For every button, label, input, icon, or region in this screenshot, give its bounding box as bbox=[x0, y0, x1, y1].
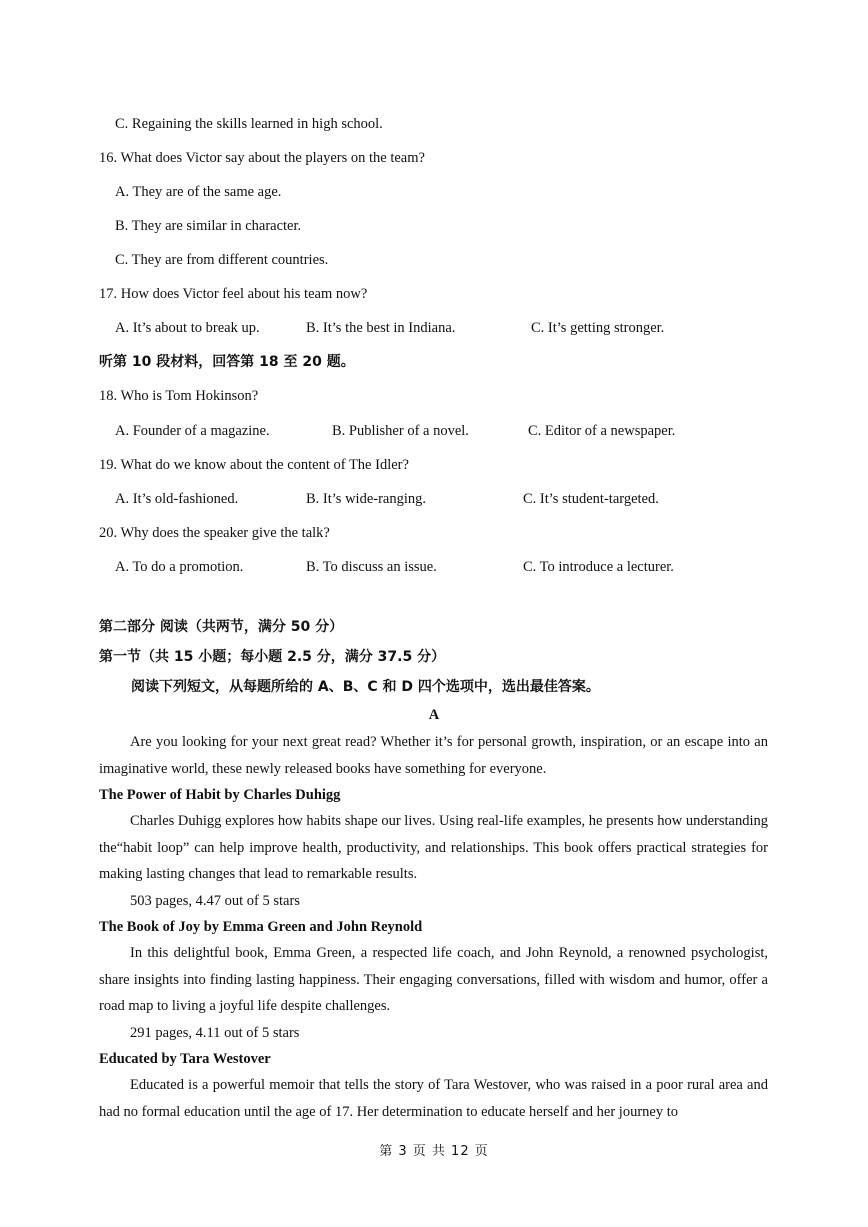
book-title-1: The Power of Habit by Charles Duhigg bbox=[99, 787, 341, 803]
passage-label: A bbox=[428, 707, 440, 723]
q16-option-b: B. They are similar in character. bbox=[115, 218, 302, 234]
book-title-3: Educated by Tara Westover bbox=[99, 1051, 271, 1067]
section10-header: 听第 10 段材料，回答第 18 至 20 题。 bbox=[99, 354, 355, 370]
q17-option-b: B. It’s the best in Indiana. bbox=[306, 320, 456, 336]
q16-option-a: A. They are of the same age. bbox=[115, 184, 282, 200]
book-title-2: The Book of Joy by Emma Green and John Reynold bbox=[99, 919, 423, 935]
q20-question: 20. Why does the speaker give the talk? bbox=[99, 525, 330, 541]
book-description-3: Educated is a powerful memoir that tells the story of Tara Westover, who was raised in a poor rural area and had no formal education until the age of 17. Her determination to educate herself and her journey to bbox=[99, 1077, 768, 1120]
book-description-1: Charles Duhigg explores how habits shape our lives. Using real-life examples, he presents how understanding the“habit loop” can help improve health, productivity, and relationships. This book offers practical strategies for making lasting changes that lead to remarkable results. bbox=[99, 813, 768, 882]
page-footer: 第 3 页 共 12 页 bbox=[379, 1144, 489, 1159]
passage-intro: Are you looking for your next great read? Whether it’s for personal growth, inspiration, or an escape into an imaginative world, these newly released books have something for everyone. bbox=[99, 734, 768, 777]
book-description-2: In this delightful book, Emma Green, a respected life coach, and John Reynold, a renowned psychologist, share insights into finding lasting happiness. Their engaging conversations, filled with wisdom and humor, offer a road map to living a joyful life despite challenges. bbox=[99, 945, 768, 1014]
q18-question: 18. Who is Tom Hokinson? bbox=[99, 388, 259, 404]
book-stats-2: 291 pages, 4.11 out of 5 stars bbox=[130, 1025, 300, 1041]
book-stats-1: 503 pages, 4.47 out of 5 stars bbox=[130, 893, 300, 909]
q18-option-a: A. Founder of a magazine. bbox=[115, 423, 270, 439]
q20-option-c: C. To introduce a lecturer. bbox=[523, 559, 674, 575]
reading-part-title: 第二部分 阅读（共两节，满分 50 分） bbox=[99, 619, 344, 635]
reading-instruction: 阅读下列短文，从每题所给的 A、B、C 和 D 四个选项中，选出最佳答案。 bbox=[131, 679, 600, 695]
q20-option-b: B. To discuss an issue. bbox=[306, 559, 437, 575]
q17-option-c: C. It’s getting stronger. bbox=[531, 320, 665, 336]
q15-option-c: C. Regaining the skills learned in high school. bbox=[115, 116, 383, 132]
q20-option-a: A. To do a promotion. bbox=[115, 559, 244, 575]
q17-question: 17. How does Victor feel about his team now? bbox=[99, 286, 368, 302]
q16-option-c: C. They are from different countries. bbox=[115, 252, 329, 268]
q19-option-b: B. It’s wide-ranging. bbox=[306, 491, 427, 507]
q18-option-b: B. Publisher of a novel. bbox=[332, 423, 469, 439]
q19-question: 19. What do we know about the content of The Idler? bbox=[99, 457, 409, 473]
q17-option-a: A. It’s about to break up. bbox=[115, 320, 260, 336]
q19-option-c: C. It’s student-targeted. bbox=[523, 491, 659, 507]
q18-option-c: C. Editor of a newspaper. bbox=[528, 423, 676, 439]
reading-section-title: 第一节（共 15 小题；每小题 2.5 分，满分 37.5 分） bbox=[99, 649, 446, 665]
q19-option-a: A. It’s old-fashioned. bbox=[115, 491, 239, 507]
q16-question: 16. What does Victor say about the players on the team? bbox=[99, 150, 425, 166]
